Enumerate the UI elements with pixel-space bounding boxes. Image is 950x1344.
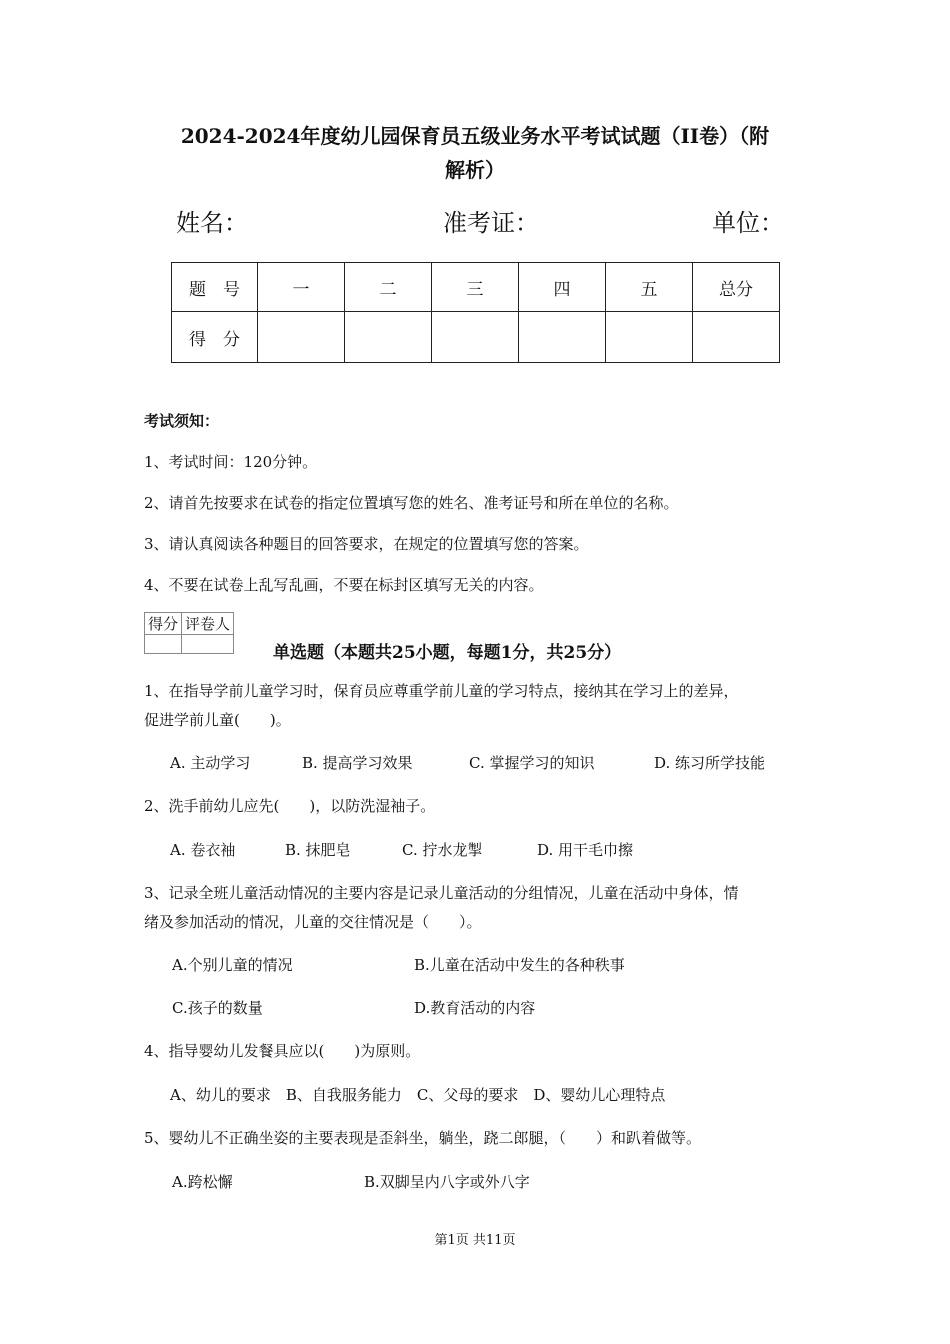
question-3-text: 绪及参加活动的情况，儿童的交往情况是（ ）。: [144, 913, 482, 931]
question-1-option-c: C. 掌握学习的知识: [469, 754, 595, 772]
question-2-option-c: C. 拧水龙掣: [402, 841, 483, 859]
question-4-text: 4、指导婴幼儿发餐具应以( )为原则。: [144, 1042, 421, 1060]
score-table: [171, 262, 780, 363]
question-3-text: 3、记录全班儿童活动情况的主要内容是记录儿童活动的分组情况，儿童在活动中身体，情: [144, 884, 739, 902]
question-1-option-d: D. 练习所学技能: [654, 754, 766, 772]
score-cell: [693, 312, 780, 363]
question-number-label: 题 号: [172, 263, 258, 312]
question-1-option-b: B. 提高学习效果: [302, 754, 413, 772]
question-1-text: 1、在指导学前儿童学习时，保育员应尊重学前儿童的学习特点，接纳其在学习上的差异，: [144, 682, 739, 700]
name-label: 姓名：: [176, 209, 248, 237]
page-footer: 第1页 共11页: [434, 1233, 516, 1248]
section-4-header: 四: [519, 263, 606, 312]
score-table-header-row: [172, 263, 780, 312]
grader-score-cell: [145, 635, 182, 654]
question-3-option-d: D.教育活动的内容: [414, 999, 536, 1017]
question-5-text: 5、婴幼儿不正确坐姿的主要表现是歪斜坐，躺坐，跷二郎腿，（ ）和趴着做等。: [144, 1129, 702, 1147]
exam-id-label: 准考证：: [443, 209, 539, 237]
question-5-option-a: A.跨松懈: [172, 1173, 233, 1191]
question-5-option-b: B.双脚呈内八字或外八字: [364, 1173, 530, 1191]
grader-name-cell: [182, 635, 234, 654]
page-title-line-1: 2024-2024年度幼儿园保育员五级业务水平考试试题（II卷）（附: [180, 124, 770, 148]
question-2-option-b: B. 抹肥皂: [285, 841, 351, 859]
section-2-header: 二: [345, 263, 432, 312]
grader-box: [144, 612, 234, 654]
question-1-text: 促进学前儿童( )。: [144, 711, 291, 729]
section-3-header: 三: [432, 263, 519, 312]
section-title: 单选题（本题共25小题，每题1分，共25分）: [273, 643, 622, 663]
notice-item: 4、不要在试卷上乱写乱画，不要在标封区填写无关的内容。: [144, 576, 544, 594]
score-cell: [606, 312, 693, 363]
total-header: 总分: [693, 263, 780, 312]
question-2-text: 2、洗手前幼儿应先( )，以防洗湿袖子。: [144, 797, 436, 815]
question-2-option-a: A. 卷衣袖: [170, 841, 236, 859]
notice-heading: 考试须知：: [144, 412, 220, 430]
question-2-option-d: D. 用干毛巾擦: [537, 841, 634, 859]
question-1-option-a: A. 主动学习: [170, 754, 251, 772]
notice-item: 3、请认真阅读各种题目的回答要求，在规定的位置填写您的答案。: [144, 535, 589, 553]
notice-item: 1、考试时间：120分钟。: [144, 453, 318, 471]
page-title-line-2: 解析）: [445, 158, 505, 182]
score-cell: [519, 312, 606, 363]
question-4-options: A、幼儿的要求 B、自我服务能力 C、父母的要求 D、婴幼儿心理特点: [170, 1086, 666, 1104]
question-3-option-a: A.个别儿童的情况: [172, 956, 293, 974]
section-1-header: 一: [258, 263, 345, 312]
score-cell: [345, 312, 432, 363]
question-3-option-c: C.孩子的数量: [172, 999, 263, 1017]
section-5-header: 五: [606, 263, 693, 312]
question-3-option-b: B.儿童在活动中发生的各种秩事: [414, 956, 625, 974]
grader-score-label: 得分: [145, 613, 182, 635]
notice-item: 2、请首先按要求在试卷的指定位置填写您的姓名、准考证号和所在单位的名称。: [144, 494, 679, 512]
score-cell: [432, 312, 519, 363]
grader-name-label: 评卷人: [182, 613, 234, 635]
unit-label: 单位：: [712, 209, 784, 237]
score-table-score-row: [172, 312, 780, 363]
score-cell: [258, 312, 345, 363]
score-label: 得 分: [172, 312, 258, 363]
